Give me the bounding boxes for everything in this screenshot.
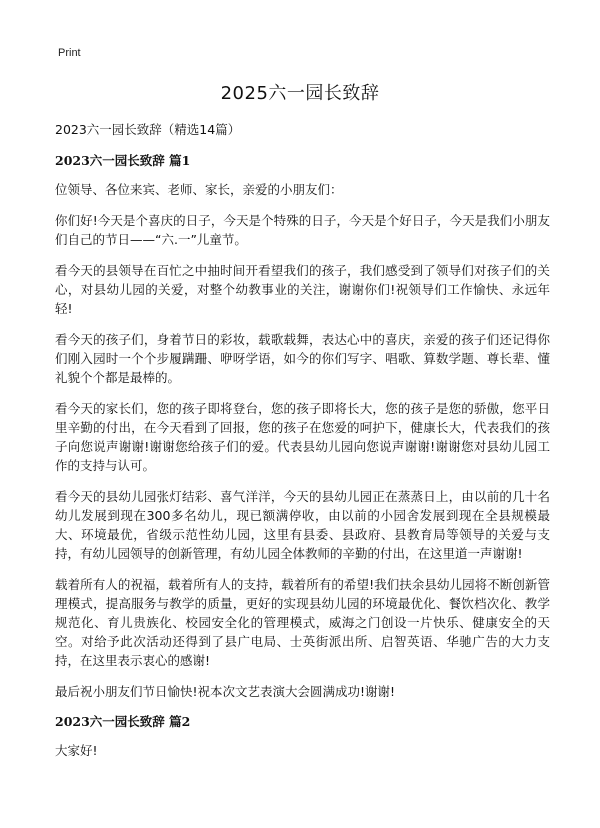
paragraph: 载着所有人的祝福，载着所有人的支持，载着所有的希望!我们扶余县幼儿园将不断创新管理模式，提高服务与教学的质量，更好的实现县幼儿园的环境最优化、餐饮档次化、教学规范化、育儿贵族化、校园安全化的管理模式，威海之门创设一片快乐、健康安全的天空。对给予此次活动还得到了县广电局、士英街派出所、启智英语、华驰广告的大力支持，在这里表示衷心的感谢! [55, 577, 550, 668]
paragraph: 看今天的家长们，您的孩子即将登台，您的孩子即将长大，您的孩子是您的骄傲，您平日里辛勤的付出，在今天看到了回报，您的孩子在您爱的呵护下，健康长大，代表我们的孩子向您说声谢谢!谢谢您给孩子们的爱。代表县幼儿园向您说声谢谢!谢谢您对县幼儿园工作的支持与认可。 [55, 401, 550, 473]
document-subtitle: 2023六一园长致辞（精选14篇） [55, 122, 241, 137]
page-title: 2025六一园长致辞 [220, 83, 380, 104]
paragraph: 你们好!今天是个喜庆的日子，今天是个特殊的日子，今天是个好日子，今天是我们小朋友们自己的节日——“六.一”儿童节。 [55, 213, 550, 247]
section-2-heading: 2023六一园长致辞 篇2 [55, 714, 191, 729]
paragraph: 看今天的孩子们，身着节日的彩妆，载歌载舞，表达心中的喜庆，亲爱的孩子们还记得你们刚入园时一个个步履蹒跚、咿呀学语，如今的你们写字、唱歌、算数学题、尊长辈、懂礼貌个个都是最棒的。 [55, 332, 550, 385]
paragraph: 看今天的县领导在百忙之中抽时间开看望我们的孩子，我们感受到了领导们对孩子们的关心，对县幼儿园的关爱，对整个幼教事业的关注，谢谢你们!祝领导们工作愉快、永远年轻! [55, 263, 550, 316]
paragraph: 大家好! [55, 743, 98, 758]
section-1-heading: 2023六一园长致辞 篇1 [55, 153, 191, 168]
paragraph: 最后祝小朋友们节日愉快!祝本次文艺表演大会圆满成功!谢谢! [55, 684, 396, 699]
document-body [55, 121, 550, 772]
paragraph: 位领导、各位来宾、老师、家长，亲爱的小朋友们： [55, 182, 343, 197]
print-link[interactable]: Print [58, 47, 81, 59]
paragraph: 看今天的县幼儿园张灯结彩、喜气洋洋，今天的县幼儿园正在蒸蒸日上，由以前的几十名幼儿发展到现在300多名幼儿，现已额满停收，由以前的小园舍发展到现在全县规模最大、环境最优，省级示范性幼儿园，这里有县委、县政府、县教育局等领导的关爱与支持，有幼儿园领导的创新管理，有幼儿园全体教师的辛勤的付出，在这里道一声谢谢! [55, 489, 550, 561]
